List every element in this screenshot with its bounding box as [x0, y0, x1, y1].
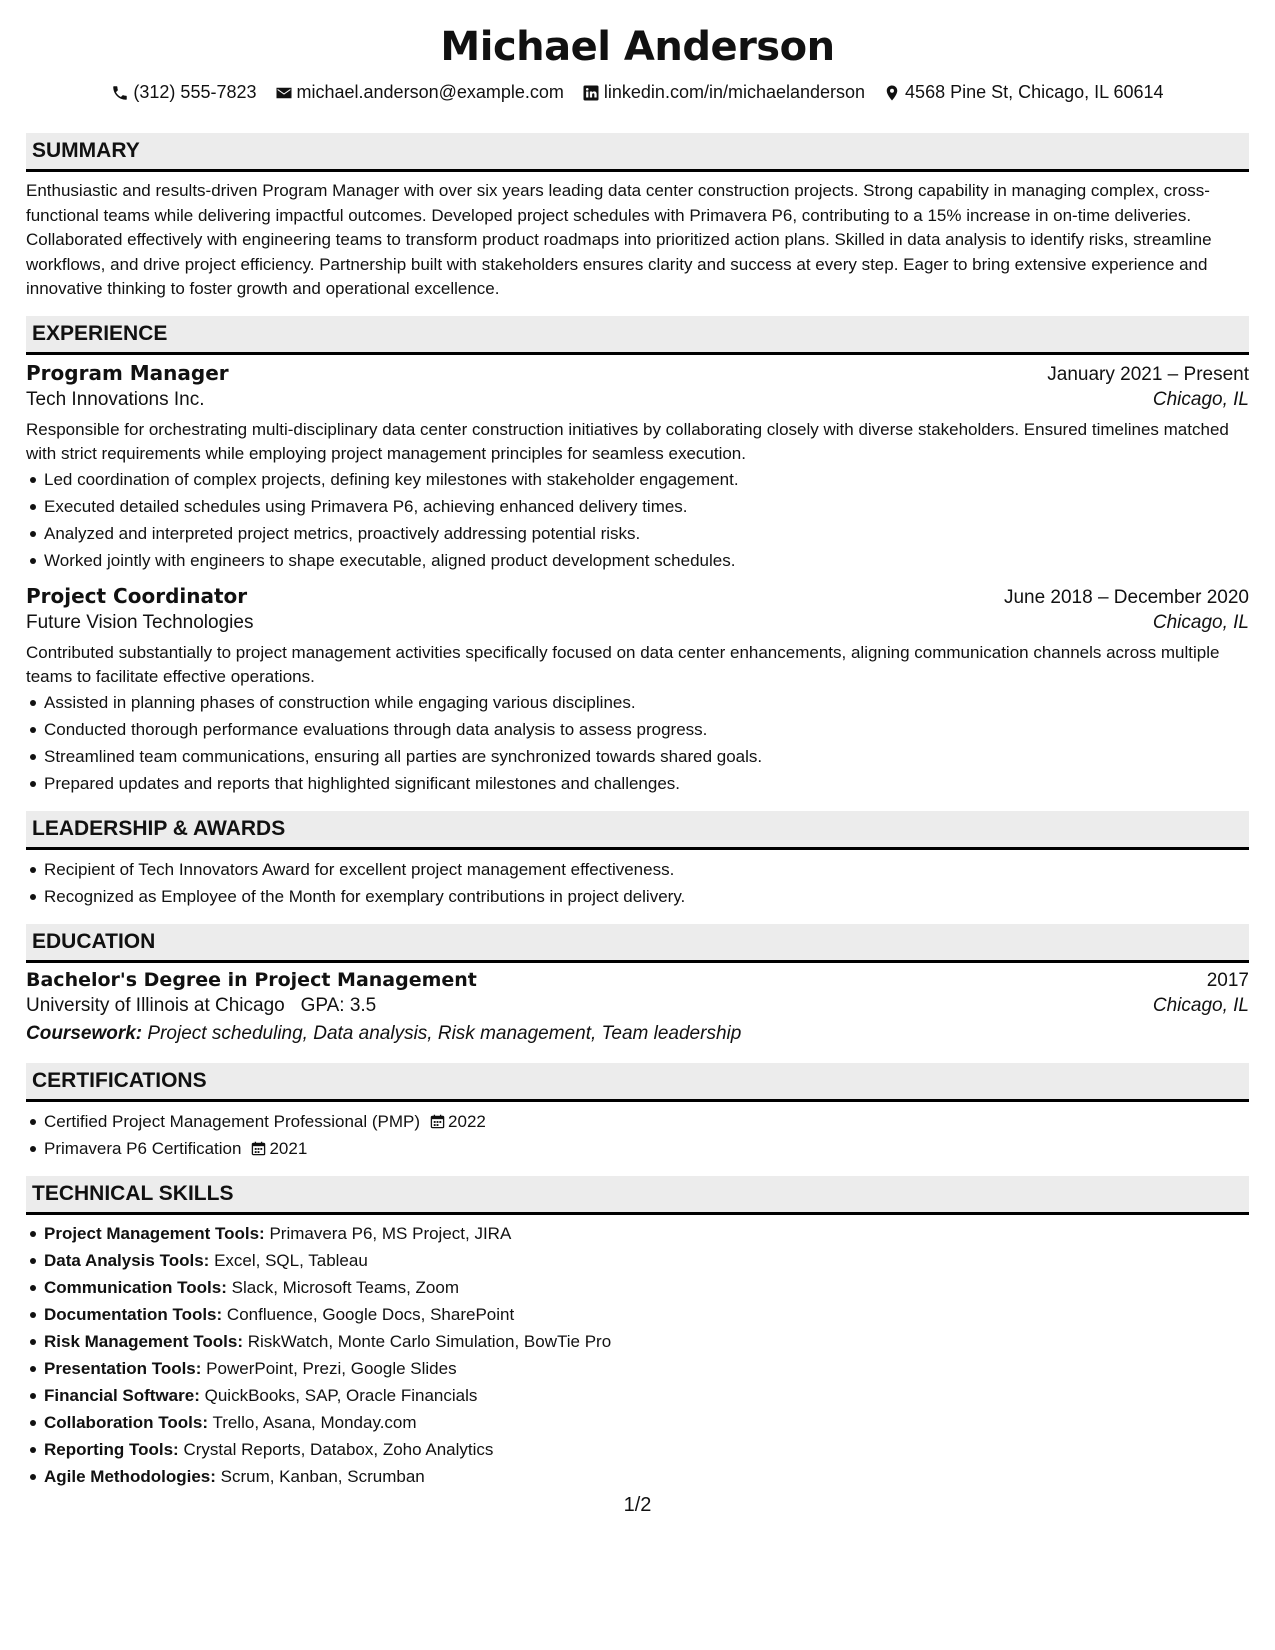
education-school: University of Illinois at Chicago	[26, 994, 285, 1016]
section-header-leadership: LEADERSHIP & AWARDS	[26, 811, 1249, 850]
list-item	[26, 1382, 1249, 1409]
education-coursework	[26, 1023, 1249, 1045]
job-entry	[26, 361, 1249, 574]
contact-email[interactable]	[275, 82, 564, 103]
list-item	[26, 1220, 1249, 1247]
skill-value: PowerPoint, Prezi, Google Slides	[206, 1358, 457, 1378]
job-company-row	[26, 612, 1249, 634]
list-item	[26, 1135, 1249, 1162]
education-degree: Bachelor's Degree in Project Management	[26, 968, 477, 991]
job-location: Chicago, IL	[1152, 611, 1249, 633]
list-item	[26, 1328, 1249, 1355]
email-text[interactable]: michael.anderson@example.com	[296, 82, 564, 102]
skill-label: Documentation Tools:	[44, 1304, 223, 1324]
skill-label: Presentation Tools:	[44, 1358, 202, 1378]
contact-bar	[26, 82, 1249, 103]
job-dates: January 2021 – Present	[1047, 363, 1249, 385]
section-header-experience: EXPERIENCE	[26, 316, 1249, 355]
linkedin-icon	[582, 84, 600, 102]
list-item: Worked jointly with engineers to shape executable, aligned product development schedules.	[26, 547, 1249, 574]
section-header-skills: TECHNICAL SKILLS	[26, 1176, 1249, 1215]
job-title: Program Manager	[26, 360, 229, 385]
list-item	[26, 1301, 1249, 1328]
address-text: 4568 Pine St, Chicago, IL 60614	[905, 82, 1164, 102]
phone-icon	[111, 84, 129, 102]
candidate-name: Michael Anderson	[440, 24, 835, 70]
calendar-icon	[251, 1141, 266, 1156]
skill-value: Primavera P6, MS Project, JIRA	[269, 1223, 512, 1243]
linkedin-text[interactable]: linkedin.com/in/michaelanderson	[603, 82, 866, 102]
list-item	[26, 1436, 1249, 1463]
section-header-education: EDUCATION	[26, 924, 1249, 963]
list-item: Streamlined team communications, ensuring all parties are synchronized towards shared goals.	[26, 743, 1249, 770]
skill-value: Scrum, Kanban, Scrumban	[220, 1466, 425, 1486]
phone-text: (312) 555-7823	[133, 82, 257, 102]
envelope-icon	[275, 84, 293, 102]
skill-label: Data Analysis Tools:	[44, 1250, 210, 1270]
skill-value: Slack, Microsoft Teams, Zoom	[231, 1277, 459, 1297]
list-item: Led coordination of complex projects, defining key milestones with stakeholder engagement.	[26, 466, 1249, 493]
coursework-label: Coursework:	[26, 1022, 143, 1044]
list-item	[26, 1409, 1249, 1436]
list-item: Prepared updates and reports that highlighted significant milestones and challenges.	[26, 770, 1249, 797]
section-header-summary: SUMMARY	[26, 133, 1249, 172]
map-marker-icon	[883, 84, 901, 102]
resume-page	[26, 0, 1249, 1490]
certifications-list	[26, 1108, 1249, 1162]
job-bullets	[26, 466, 1249, 574]
skill-label: Project Management Tools:	[44, 1223, 265, 1243]
contact-linkedin[interactable]	[582, 82, 865, 103]
skill-value: RiskWatch, Monte Carlo Simulation, BowTie Pro	[247, 1331, 612, 1351]
job-company-row	[26, 389, 1249, 411]
job-title-row	[26, 361, 1249, 386]
skill-label: Risk Management Tools:	[44, 1331, 243, 1351]
contact-address	[883, 82, 1164, 103]
summary-text: Enthusiastic and results-driven Program Manager with over six years leading data center construction projects. Strong capability in managing complex, cross-functional teams while delivering impactful outcomes. Developed project schedules with Primavera P6, contributing to a 15% increase in on-time deliveries. Collaborated effectively with engineering teams to transform product roadmaps into prioritized action plans. Skilled in data analysis to identify risks, streamline workflows, and drive project efficiency. Partnership built with stakeholders ensures clarity and success at every step. Eager to bring extensive experience and innovative thinking to foster growth and operational excellence.	[26, 181, 1212, 298]
education-year: 2017	[1206, 969, 1249, 991]
skill-value: Excel, SQL, Tableau	[214, 1250, 368, 1270]
skill-value: Crystal Reports, Databox, Zoho Analytics	[183, 1439, 494, 1459]
coursework-text: Project scheduling, Data analysis, Risk management, Team leadership	[147, 1022, 742, 1044]
job-company: Future Vision Technologies	[26, 611, 254, 633]
job-dates: June 2018 – December 2020	[1003, 586, 1249, 608]
calendar-icon	[430, 1114, 445, 1129]
list-item	[26, 1274, 1249, 1301]
certification-year: 2021	[269, 1138, 308, 1158]
skill-label: Reporting Tools:	[44, 1439, 179, 1459]
list-item	[26, 1108, 1249, 1135]
list-item: Recipient of Tech Innovators Award for excellent project management effectiveness.	[26, 856, 1249, 883]
leadership-list	[26, 856, 1249, 910]
certification-name: Certified Project Management Professional (PMP)	[44, 1111, 421, 1131]
list-item: Conducted thorough performance evaluations through data analysis to assess progress.	[26, 716, 1249, 743]
education-school-row	[26, 995, 1249, 1017]
education-school-line	[26, 995, 376, 1017]
certification-year: 2022	[448, 1111, 486, 1131]
list-item	[26, 1463, 1249, 1490]
education-location: Chicago, IL	[1152, 994, 1249, 1016]
education-degree-row	[26, 969, 1249, 992]
skill-label: Agile Methodologies:	[44, 1466, 216, 1486]
job-bullets	[26, 689, 1249, 797]
list-item: Recognized as Employee of the Month for exemplary contributions in project delivery.	[26, 883, 1249, 910]
job-company: Tech Innovations Inc.	[26, 388, 205, 410]
list-item	[26, 1355, 1249, 1382]
job-title: Project Coordinator	[26, 583, 248, 608]
skill-label: Communication Tools:	[44, 1277, 227, 1297]
section-header-certifications: CERTIFICATIONS	[26, 1063, 1249, 1102]
list-item	[26, 1247, 1249, 1274]
skill-value: QuickBooks, SAP, Oracle Financials	[204, 1385, 478, 1405]
job-description: Contributed substantially to project management activities specifically focused on data center enhancements, aligning communication channels across multiple teams to facilitate effective operations.	[26, 642, 1220, 686]
skills-list	[26, 1220, 1249, 1490]
education-entry	[26, 969, 1249, 1045]
skill-value: Confluence, Google Docs, SharePoint	[226, 1304, 515, 1324]
list-item: Executed detailed schedules using Primavera P6, achieving enhanced delivery times.	[26, 493, 1249, 520]
skill-label: Collaboration Tools:	[44, 1412, 209, 1432]
page-number: 1/2	[623, 1494, 652, 1516]
education-gpa: GPA: 3.5	[300, 994, 377, 1016]
job-entry	[26, 584, 1249, 797]
certification-name: Primavera P6 Certification	[44, 1138, 242, 1158]
list-item: Assisted in planning phases of construction while engaging various disciplines.	[26, 689, 1249, 716]
skill-value: Trello, Asana, Monday.com	[212, 1412, 417, 1432]
list-item: Analyzed and interpreted project metrics, proactively addressing potential risks.	[26, 520, 1249, 547]
job-title-row	[26, 584, 1249, 609]
contact-phone	[111, 82, 256, 103]
job-description: Responsible for orchestrating multi-disciplinary data center construction initiatives by collaborating closely with diverse stakeholders. Ensured timelines matched with strict requirements while employing project management principles for seamless execution.	[26, 419, 1229, 463]
skill-label: Financial Software:	[44, 1385, 200, 1405]
job-location: Chicago, IL	[1152, 388, 1249, 410]
